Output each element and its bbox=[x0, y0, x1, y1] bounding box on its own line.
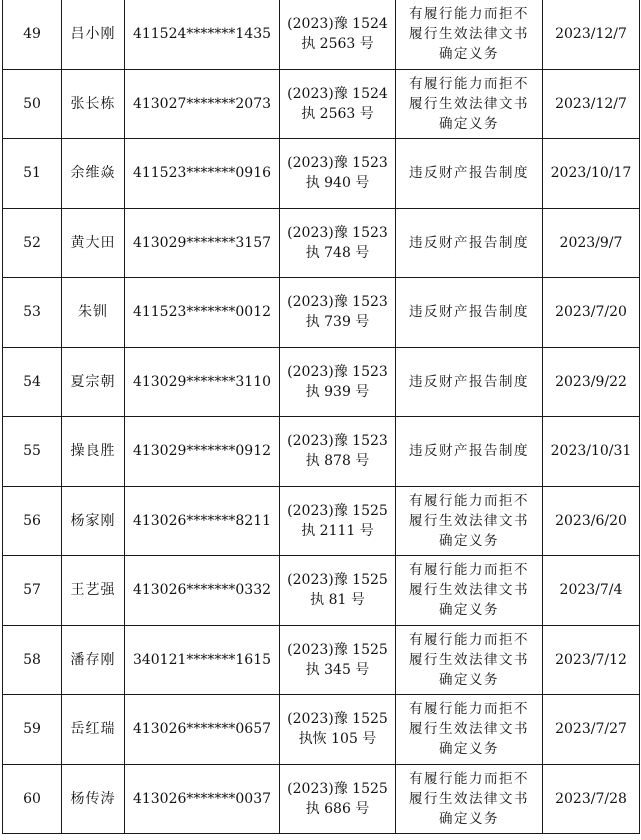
table-body bbox=[3, 0, 640, 834]
cell-id-number: 340121*******1615 bbox=[125, 625, 280, 695]
cell-name: 夏宗朝 bbox=[62, 347, 125, 417]
cell-name: 岳红瑞 bbox=[62, 695, 125, 765]
cell-date: 2023/7/12 bbox=[543, 625, 640, 695]
cell-no: 58 bbox=[3, 625, 62, 695]
cell-no: 51 bbox=[3, 139, 62, 209]
table-row bbox=[3, 0, 640, 69]
cell-id-number: 411523*******0012 bbox=[125, 278, 280, 348]
table-row bbox=[3, 347, 640, 417]
cell-date: 2023/10/31 bbox=[543, 417, 640, 487]
cell-id-number: 411523*******0916 bbox=[125, 139, 280, 209]
table-row bbox=[3, 69, 640, 139]
cell-reason: 有履行能力而拒不履行生效法律文书确定义务 bbox=[396, 695, 543, 765]
cell-name: 操良胜 bbox=[62, 417, 125, 487]
cell-id-number: 413029*******3110 bbox=[125, 347, 280, 417]
cell-id-number: 413029*******0912 bbox=[125, 417, 280, 487]
cell-id-number: 413026*******0037 bbox=[125, 764, 280, 834]
table-row bbox=[3, 625, 640, 695]
table-row bbox=[3, 139, 640, 209]
cell-reason: 违反财产报告制度 bbox=[396, 208, 543, 278]
cell-case-number: (2023)豫 1523 执 739 号 bbox=[280, 278, 396, 348]
cell-name: 黄大田 bbox=[62, 208, 125, 278]
cell-date: 2023/9/7 bbox=[543, 208, 640, 278]
cell-reason: 违反财产报告制度 bbox=[396, 417, 543, 487]
cell-no: 55 bbox=[3, 417, 62, 487]
cell-name: 朱钏 bbox=[62, 278, 125, 348]
table-row bbox=[3, 556, 640, 626]
cell-date: 2023/7/20 bbox=[543, 278, 640, 348]
cell-reason: 有履行能力而拒不履行生效法律文书确定义务 bbox=[396, 69, 543, 139]
table-row bbox=[3, 417, 640, 487]
cell-date: 2023/9/22 bbox=[543, 347, 640, 417]
table-row bbox=[3, 486, 640, 556]
cell-no: 57 bbox=[3, 556, 62, 626]
cell-case-number: (2023)豫 1525 执 686 号 bbox=[280, 764, 396, 834]
cell-no: 52 bbox=[3, 208, 62, 278]
cell-reason: 有履行能力而拒不履行生效法律文书确定义务 bbox=[396, 0, 543, 69]
cell-no: 59 bbox=[3, 695, 62, 765]
cell-reason: 有履行能力而拒不履行生效法律文书确定义务 bbox=[396, 764, 543, 834]
cell-date: 2023/12/7 bbox=[543, 69, 640, 139]
cell-id-number: 413026*******0657 bbox=[125, 695, 280, 765]
cell-id-number: 413027*******2073 bbox=[125, 69, 280, 139]
cell-case-number: (2023)豫 1524 执 2563 号 bbox=[280, 69, 396, 139]
cell-date: 2023/7/4 bbox=[543, 556, 640, 626]
cell-id-number: 413029*******3157 bbox=[125, 208, 280, 278]
cell-name: 杨家刚 bbox=[62, 486, 125, 556]
cell-case-number: (2023)豫 1523 执 748 号 bbox=[280, 208, 396, 278]
cell-no: 56 bbox=[3, 486, 62, 556]
cell-case-number: (2023)豫 1525 执 81 号 bbox=[280, 556, 396, 626]
cell-case-number: (2023)豫 1523 执 940 号 bbox=[280, 139, 396, 209]
table-row bbox=[3, 764, 640, 834]
cell-case-number: (2023)豫 1524 执 2563 号 bbox=[280, 0, 396, 69]
cell-case-number: (2023)豫 1523 执 939 号 bbox=[280, 347, 396, 417]
cell-name: 吕小刚 bbox=[62, 0, 125, 69]
table-row bbox=[3, 208, 640, 278]
cell-no: 54 bbox=[3, 347, 62, 417]
cell-date: 2023/6/20 bbox=[543, 486, 640, 556]
cell-case-number: (2023)豫 1525 执 345 号 bbox=[280, 625, 396, 695]
cell-no: 49 bbox=[3, 0, 62, 69]
cell-name: 张长栋 bbox=[62, 69, 125, 139]
cell-reason: 违反财产报告制度 bbox=[396, 139, 543, 209]
cell-name: 杨传涛 bbox=[62, 764, 125, 834]
cell-name: 王艺强 bbox=[62, 556, 125, 626]
cell-reason: 违反财产报告制度 bbox=[396, 278, 543, 348]
table-row bbox=[3, 695, 640, 765]
cell-reason: 有履行能力而拒不履行生效法律文书确定义务 bbox=[396, 486, 543, 556]
cell-name: 潘存刚 bbox=[62, 625, 125, 695]
cell-date: 2023/10/17 bbox=[543, 139, 640, 209]
table-row bbox=[3, 278, 640, 348]
cell-case-number: (2023)豫 1525 执恢 105 号 bbox=[280, 695, 396, 765]
cell-no: 50 bbox=[3, 69, 62, 139]
cell-reason: 有履行能力而拒不履行生效法律文书确定义务 bbox=[396, 556, 543, 626]
cell-name: 余维焱 bbox=[62, 139, 125, 209]
cell-case-number: (2023)豫 1525 执 2111 号 bbox=[280, 486, 396, 556]
dishonest-persons-table bbox=[2, 0, 640, 834]
cell-date: 2023/7/28 bbox=[543, 764, 640, 834]
cell-id-number: 413026*******8211 bbox=[125, 486, 280, 556]
cell-id-number: 413026*******0332 bbox=[125, 556, 280, 626]
cell-id-number: 411524*******1435 bbox=[125, 0, 280, 69]
cell-no: 53 bbox=[3, 278, 62, 348]
cell-date: 2023/12/7 bbox=[543, 0, 640, 69]
cell-no: 60 bbox=[3, 764, 62, 834]
cell-reason: 违反财产报告制度 bbox=[396, 347, 543, 417]
cell-reason: 有履行能力而拒不履行生效法律文书确定义务 bbox=[396, 625, 543, 695]
cell-case-number: (2023)豫 1523 执 878 号 bbox=[280, 417, 396, 487]
cell-date: 2023/7/27 bbox=[543, 695, 640, 765]
